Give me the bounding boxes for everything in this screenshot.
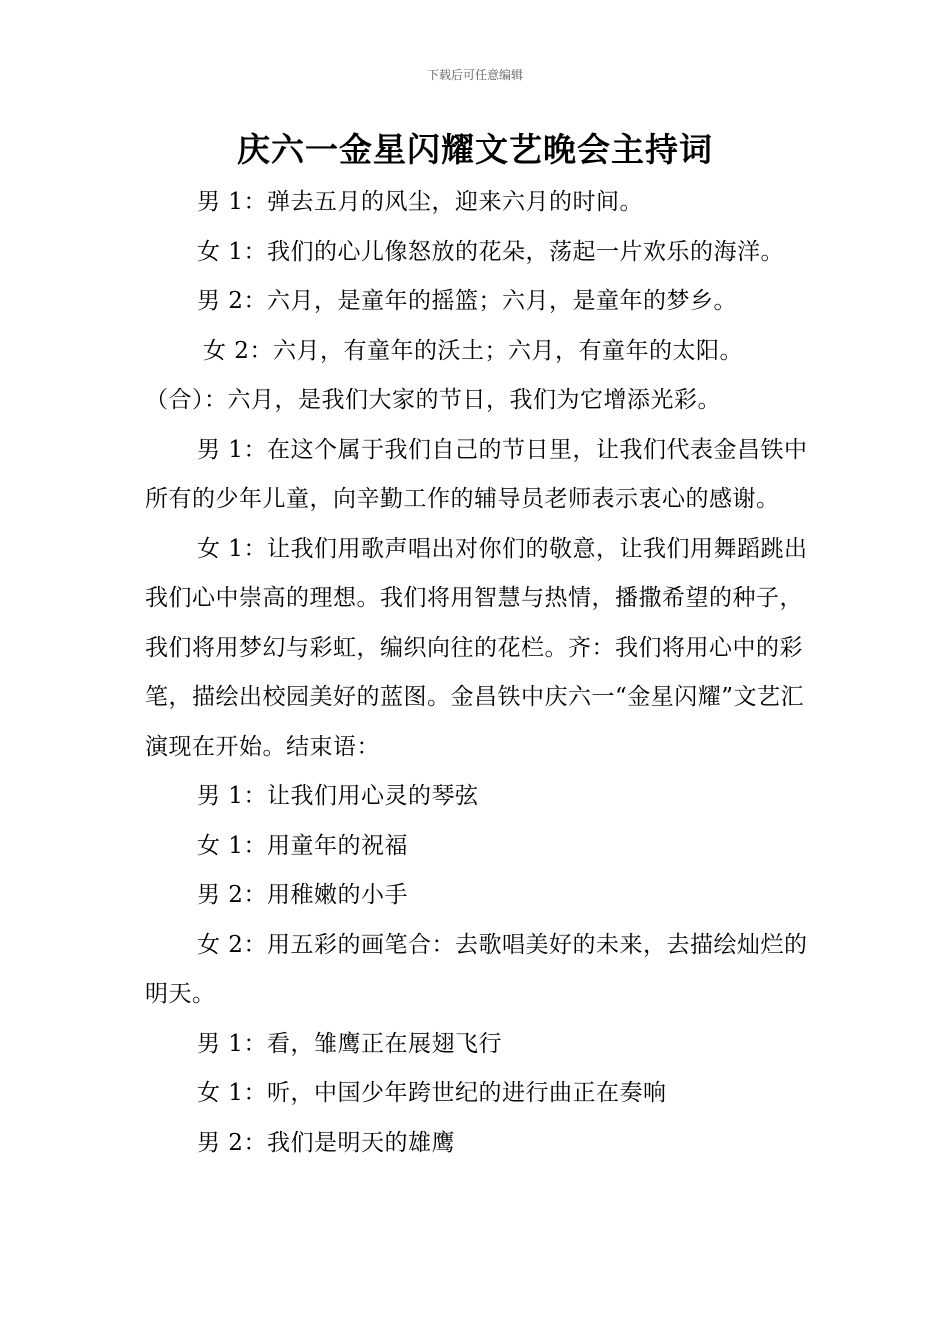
paragraph: 男 2：我们是明天的雄鹰 (197, 1129, 455, 1156)
paragraph: 女 1：听，中国少年跨世纪的进行曲正在奏响 (197, 1080, 667, 1106)
paragraph: 男 1：看，雏鹰正在展翅飞行 (197, 1030, 502, 1057)
document-title: 庆六一金星闪耀文艺晚会主持词 (237, 130, 713, 169)
paragraph: 女 2：用五彩的画笔合：去歌唱美好的未来，去描绘灿烂的明天。 (145, 931, 808, 1007)
paragraph: 男 1：弹去五月的风尘，迎来六月的时间。 (197, 189, 643, 215)
paragraph: 女 1：我们的心儿像怒放的花朵，荡起一片欢乐的海洋。 (197, 238, 784, 265)
paragraph: 男 1：在这个属于我们自己的节日里，让我们代表金昌铁中所有的少年儿童，向辛勤工作的辅导员老师表示衷心的感谢。 (145, 436, 808, 512)
paragraph: （合）：六月，是我们大家的节日，我们为它增添光彩。 (145, 387, 721, 413)
paragraph: 男 2：用稚嫩的小手 (197, 882, 408, 908)
paragraph: 女 1：让我们用歌声唱出对你们的敬意，让我们用舞蹈跳出我们心中崇高的理想。我们将用智慧与热情，播撒希望的种子，我们将用梦幻与彩虹，编织向往的花栏。齐：我们将用心中的彩笔，描绘出校园美好的蓝图。金昌铁中庆六一“金星闪耀”文艺汇演现在开始。结束语： (145, 535, 808, 760)
paragraph: 男 2：六月，是童年的摇篮；六月，是童年的梦乡。 (197, 288, 737, 314)
document-body (145, 178, 815, 1168)
paragraph: 男 1：让我们用心灵的琴弦 (197, 783, 479, 809)
header-note: 下载后可任意编辑 (426, 68, 523, 82)
paragraph: 女 1：用童年的祝福 (197, 832, 408, 859)
paragraph: 女 2：六月，有童年的沃土；六月，有童年的太阳。 (203, 337, 743, 364)
